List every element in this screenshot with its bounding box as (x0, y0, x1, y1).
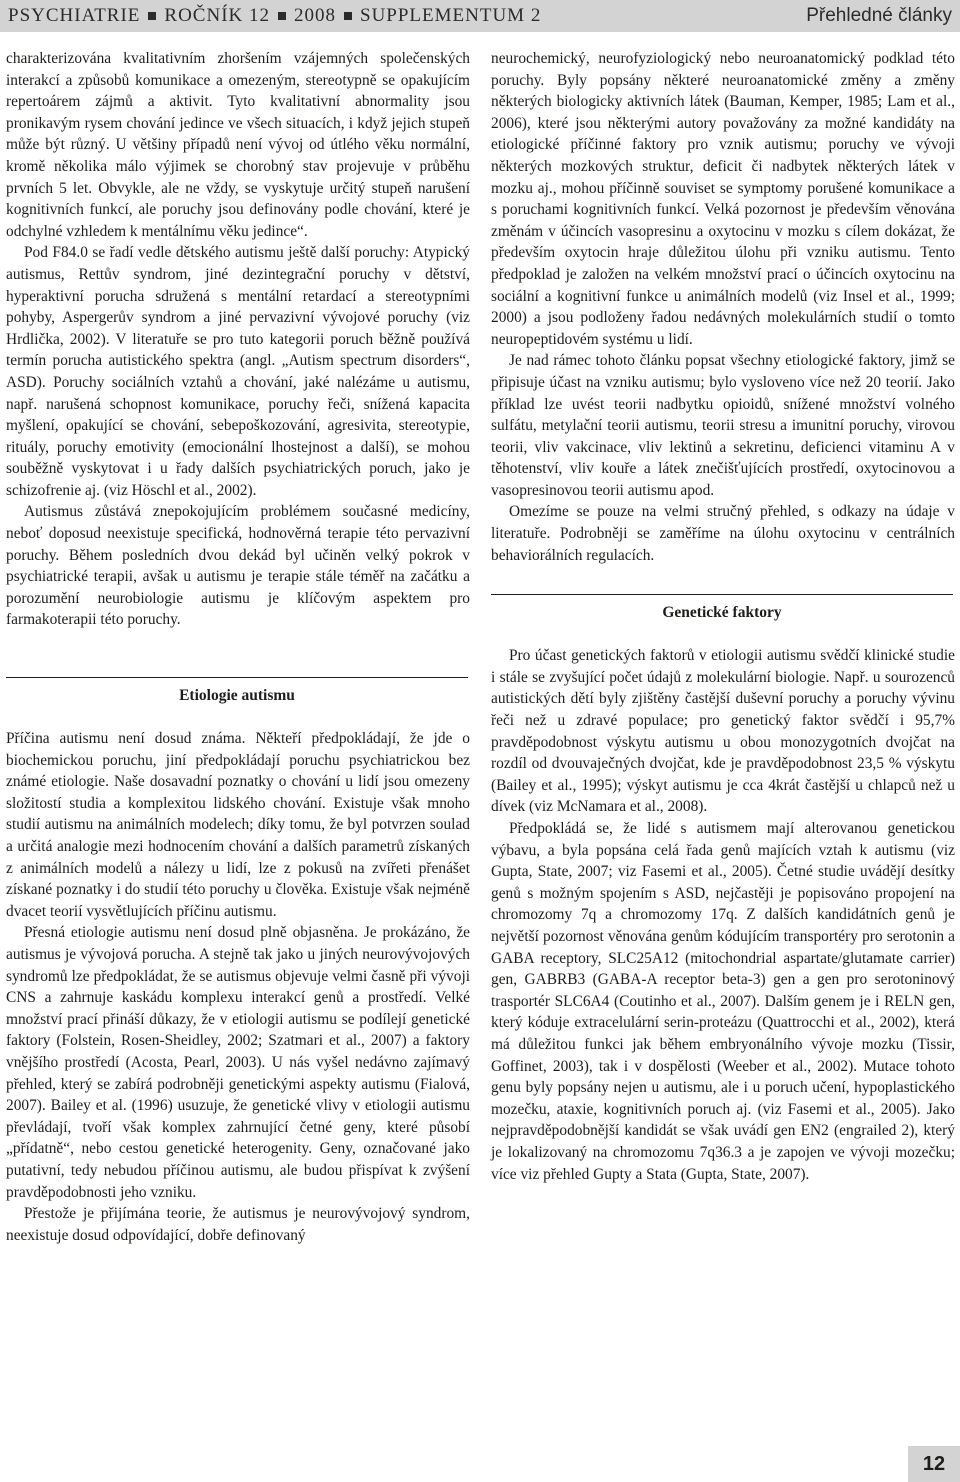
journal-year: 2008 (294, 5, 336, 26)
right-column (491, 48, 955, 1185)
body-paragraph: Pro účast genetických faktorů v etiologii autismu svědčí klinické studie i stále se zvyšující počet údajů z molekulární biologie. Např. u sourozenců autistických dětí byly zjištěny častější duševní poruchy a poruchy vývinu řeči než u zdravé populace; pro genetický faktor svědčí i 95,7% pravděpodobnost výskytu autismu u obou monozygotních dvojčat na rozdíl od dvouvaječných dvojčat, kde je pravděpodobnost 23,5 % výskytu (Bailey et al., 1995); výskyt autismu je cca 4krát častější u chlapců než u dívek (viz McNamara et al., 2008). (491, 647, 955, 816)
page-number: 12 (908, 1446, 960, 1482)
body-paragraph: charakterizována kvalitativním zhoršením vzájemných společenských interakcí a způsobů komunikace a omezeným, stereotypně se opakujícím repertoárem zájmů a aktivit. Tyto kvalitativní abnormality jsou pronikavým rysem chování jedince ve všech situacích, i když jejich stupeň může být různý. U většiny případů není vývoj od útlého věku normální, kromě několika málo výjimek se chorobný stav projevuje v průběhu prvních 5 let. Obvykle, ale ne vždy, se vyskytuje určitý stupeň narušení kognitivních funkcí, ale poruchy jsou definovány podle chování, které je odchylné vzhledem k mentálnímu věku jedince“. (6, 50, 470, 240)
body-paragraph: Předpokládá se, že lidé s autismem mají alterovanou genetickou výbavu, a byla popsána celá řada genů majících vztah k autismu (viz Gupta, State, 2007; viz Fasemi et al., 2005). Četné studie uvádějí desítky genů s možným spojením s ASD, nejčastěji je popisováno propojení na chromozomy 7q a chromozomy 17q. Z dalších kandidátních genů je největší pozornost věnována genům kódujícím transportéry pro serotonin a GABA receptory, SLC25A12 (mitochondrial aspartate/glutamate carrier) gen, GABRB3 (GABA-A receptor beta-3) gen a gen pro serotoninový trasportér SLC6A4 (Coutinho et al., 2007). Dalším genem je i RELN gen, který kóduje extracelulární serin-proteázu (Quattrocchi et al., 2002), která má důležitou funkci jak během embryonálního vývoje mozku (Tissir, Goffinet, 2003), tak i v dospělosti (Weeber et al., 2002). Mutace tohoto genu byly popsány nejen u autismu, ale i u poruch učení, hypoplastického mozečku, ataxie, kognitivních poruch aj. (viz Fasemi et al., 2005). Jako nejpravděpodobnější kandidát se však uvádí gen EN2 (engrailed 2), který je lokalizovaný na chromozomu 7q36.3 a je zapojen ve vývoji mozečku; více viz přehled Gupty a Stata (Gupta, State, 2007). (491, 820, 955, 1183)
section-heading-text: Etiologie autismu (179, 687, 295, 705)
body-paragraph: Příčina autismu není dosud známa. Někteří předpokládají, že jde o biochemickou poruchu, jiní předpokládají poruchu psychiatrickou bez známé etiologie. Naše dosavadní poznatky o chování u lidí jsou omezeny složitostí studia a komplexitou lidského chování. Existuje však mnoho studií autismu na animálních modelech; díky tomu, že byl potvrzen soulad a určitá analogie mezi hodnocením chování a dalších parametrů získaných z animálních modelů a nálezy u lidí, lze z pokusů na zvířeti přenášet získané poznatky i do studií této poruchy u člověka. Existuje však nejméně dvacet teorií vysvětlujících příčinu autismu. (6, 730, 470, 920)
left-column (6, 48, 470, 1246)
body-paragraph: Přestože je přijímána teorie, že autismus je neurovývojový syndrom, neexistuje dosud odpovídající, dobře definovaný (6, 1205, 470, 1244)
body-paragraph: Autismus zůstává znepokojujícím problémem současné medicíny, neboť doposud neexistuje specifická, hodnověrná terapie této pervazivní poruchy. Během posledních dvou dekád byl učiněn velký pokrok v psychiatrické terapii, avšak u autismu je terapie stále téměř na začátku a porozumění neurobiologie autismu je klíčovým aspektem pro farmakoterapii této poruchy. (6, 503, 470, 629)
journal-issue: SUPPLEMENTUM 2 (360, 5, 542, 26)
square-separator-icon (148, 12, 156, 20)
section-heading-text: Genetické faktory (662, 604, 782, 622)
journal-volume: ROČNÍK 12 (164, 5, 270, 26)
body-paragraph: Přesná etiologie autismu není dosud plně objasněna. Je prokázáno, že autismus je vývojová porucha. A stejně tak jako u jiných neurovývojových syndromů lze předpokládat, že se autismus objevuje velmi časně při vývoji CNS a zahrnuje kaskádu komplexu interakcí genů a prostředí. Velké množství prací přináší důkazy, že v etiologii autismu se podílejí genetické faktory (Folstein, Rosen-Sheidley, 2002; Szatmari et al., 2007) a faktory vnějšího prostředí (Acosta, Pearl, 2003). U nás vyšel nedávno zajímavý přehled, který se zabírá podrobněji genetickými aspekty autismu (Fialová, 2007). Bailey et al. (1996) usuzuje, že genetické vlivy v etiologii autismu převládají, tvoří však komplex zahrnující četné geny, které působí „přídatně“, nebo cestou genetické heterogenity. Geny, označované jako putativní, tedy nebudou příčinou autismu, ale budou přispívat k zvýšení pravděpodobnosti jeho vzniku. (6, 924, 470, 1201)
journal-running-head (8, 5, 541, 27)
section-heading-genetics (491, 594, 953, 631)
body-paragraph: Je nad rámec tohoto článku popsat všechny etiologické faktory, jimž se připisuje účast na vzniku autismu; bylo vysloveno více než 20 teorií. Jako příklad lze uvést teorii nadbytku opioidů, snížené množství volného sulfátu, metylační teorii autismu, teorii stresu a imunitní poruchy, virovou teorii, vliv vakcinace, vliv lektinů a sekretinu, deficienci vitaminu A v těhotenství, vliv kouře a látek znečišťujících prostředí, oxytocinovou a vasopresinovou teorii autismu apod. (491, 352, 955, 499)
body-paragraph: neurochemický, neurofyziologický nebo neuroanatomický podklad této poruchy. Byly popsány některé neuroanatomické změny a změny některých biologicky aktivních látek (Bauman, Kemper, 1985; Lam et al., 2006), které jsou některými autory považovány za možné kandidáty na etiologické příčinné faktory pro vznik autismu; poruchy ve vývoji některých mozkových struktur, deficit či nadbytek některých látek v mozku aj., mohou příčinně souviset se symptomy porušené komunikace a s poruchami kognitivních funkcí. Velká pozornost je především věnována změnám v účincích vasopresinu a oxytocinu v mozku s cílem dokázat, že především oxytocin hraje důležitou úlohu při vzniku autismu. Tento předpoklad je založen na velkém množství prací o účincích oxytocinu na sociální a kognitivní funkce u animálních modelů (viz Insel et al., 1999; 2000) a jsou podloženy řadou nedávných molekulárních studií o tomto neuropeptidovém systému u lidí. (491, 50, 955, 348)
body-paragraph: Omezíme se pouze na velmi stručný přehled, s odkazy na údaje v literatuře. Podrobněji se zaměříme na úlohu oxytocinu v centrálních behaviorálních regulacích. (491, 503, 955, 564)
section-heading-etiology (6, 677, 468, 714)
section-type: Přehledné články (806, 5, 952, 26)
running-header (0, 0, 960, 32)
journal-name: PSYCHIATRIE (8, 5, 141, 26)
body-paragraph: Pod F84.0 se řadí vedle dětského autismu ještě další poruchy: Atypický autismus, Rettův syndrom, jiné dezintegrační poruchy v dětství, hyperaktivní porucha sdružená s mentální retardací a stereotypními pohyby, Aspergerův syndrom a jiné pervazivní vývojové poruchy (viz Hrdlička, 2002). V literatuře se pro tuto kategorii poruch běžně používá termín porucha autistického spektra (angl. „Autism spectrum disorders“, ASD). Poruchy sociálních vztahů a chování, jaké nalézáme u autismu, např. narušená schopnost komunikace, poruchy řeči, snížená kapacita myšlení, opakující se chování, sebepoškozování, agresivita, stereotypie, rituály, poruchy emotivity (emocionální lhostejnost a další), se mohou souběžně vyskytovat i u řady dalších psychiatrických poruch, jako je schizofrenie aj. (viz Höschl et al., 2002). (6, 244, 470, 499)
square-separator-icon (344, 12, 352, 20)
square-separator-icon (278, 12, 286, 20)
